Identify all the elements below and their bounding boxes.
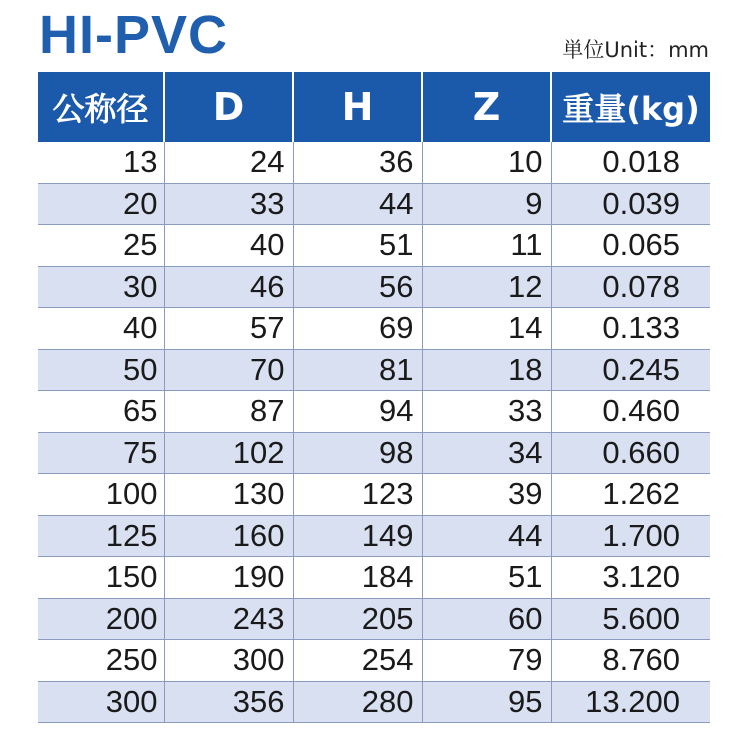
unit-label: 単位Unit：mm — [562, 38, 709, 62]
table-row — [38, 308, 710, 350]
page-title: HI-PVC — [39, 5, 229, 65]
cell-h: 44 — [293, 183, 422, 225]
cell-nominal-size: 125 — [38, 515, 164, 557]
table-row — [38, 557, 710, 599]
cell-nominal-size: 300 — [38, 681, 164, 723]
cell-d: 87 — [164, 391, 293, 433]
cell-nominal-size: 25 — [38, 225, 164, 267]
cell-weight: 3.120 — [551, 557, 710, 599]
header-weight: 重量(kg) — [551, 72, 710, 142]
table-row — [38, 349, 710, 391]
cell-h: 56 — [293, 266, 422, 308]
cell-weight: 1.262 — [551, 474, 710, 516]
table-row — [38, 225, 710, 267]
cell-weight: 0.245 — [551, 349, 710, 391]
cell-h: 51 — [293, 225, 422, 267]
cell-weight: 0.039 — [551, 183, 710, 225]
cell-weight: 0.660 — [551, 432, 710, 474]
cell-nominal-size: 50 — [38, 349, 164, 391]
cell-z: 18 — [422, 349, 551, 391]
cell-weight: 0.133 — [551, 308, 710, 350]
cell-weight: 8.760 — [551, 640, 710, 682]
cell-h: 149 — [293, 515, 422, 557]
cell-h: 36 — [293, 142, 422, 183]
table-row — [38, 598, 710, 640]
cell-d: 243 — [164, 598, 293, 640]
cell-z: 95 — [422, 681, 551, 723]
cell-weight: 0.018 — [551, 142, 710, 183]
header-row — [38, 72, 710, 142]
cell-z: 51 — [422, 557, 551, 599]
cell-h: 205 — [293, 598, 422, 640]
table-row — [38, 183, 710, 225]
cell-z: 33 — [422, 391, 551, 433]
cell-nominal-size: 200 — [38, 598, 164, 640]
cell-nominal-size: 65 — [38, 391, 164, 433]
cell-d: 102 — [164, 432, 293, 474]
cell-h: 184 — [293, 557, 422, 599]
table-row — [38, 681, 710, 723]
table-row — [38, 640, 710, 682]
cell-h: 254 — [293, 640, 422, 682]
cell-z: 10 — [422, 142, 551, 183]
cell-h: 81 — [293, 349, 422, 391]
cell-h: 94 — [293, 391, 422, 433]
cell-z: 44 — [422, 515, 551, 557]
cell-h: 123 — [293, 474, 422, 516]
cell-weight: 5.600 — [551, 598, 710, 640]
header-z: Z — [422, 72, 551, 142]
table-row — [38, 391, 710, 433]
cell-weight: 1.700 — [551, 515, 710, 557]
cell-d: 40 — [164, 225, 293, 267]
cell-d: 57 — [164, 308, 293, 350]
cell-h: 98 — [293, 432, 422, 474]
header-d: D — [164, 72, 293, 142]
header-h: H — [293, 72, 422, 142]
cell-d: 33 — [164, 183, 293, 225]
cell-z: 60 — [422, 598, 551, 640]
table-row — [38, 432, 710, 474]
cell-d: 24 — [164, 142, 293, 183]
cell-weight: 0.078 — [551, 266, 710, 308]
header-nominal-size: 公称径 — [38, 72, 164, 142]
cell-weight: 0.065 — [551, 225, 710, 267]
cell-nominal-size: 75 — [38, 432, 164, 474]
cell-nominal-size: 100 — [38, 474, 164, 516]
cell-nominal-size: 30 — [38, 266, 164, 308]
cell-z: 79 — [422, 640, 551, 682]
cell-d: 70 — [164, 349, 293, 391]
cell-d: 160 — [164, 515, 293, 557]
cell-z: 9 — [422, 183, 551, 225]
cell-weight: 13.200 — [551, 681, 710, 723]
cell-nominal-size: 150 — [38, 557, 164, 599]
cell-nominal-size: 40 — [38, 308, 164, 350]
cell-z: 39 — [422, 474, 551, 516]
cell-d: 190 — [164, 557, 293, 599]
spec-table-body — [38, 142, 710, 723]
cell-d: 46 — [164, 266, 293, 308]
spec-table — [38, 72, 710, 723]
cell-h: 280 — [293, 681, 422, 723]
cell-z: 34 — [422, 432, 551, 474]
cell-d: 356 — [164, 681, 293, 723]
cell-z: 12 — [422, 266, 551, 308]
cell-d: 130 — [164, 474, 293, 516]
cell-h: 69 — [293, 308, 422, 350]
table-row — [38, 266, 710, 308]
table-row — [38, 142, 710, 183]
spec-table-header — [38, 72, 710, 142]
cell-nominal-size: 250 — [38, 640, 164, 682]
cell-nominal-size: 20 — [38, 183, 164, 225]
cell-z: 14 — [422, 308, 551, 350]
table-row — [38, 515, 710, 557]
cell-d: 300 — [164, 640, 293, 682]
cell-z: 11 — [422, 225, 551, 267]
cell-nominal-size: 13 — [38, 142, 164, 183]
cell-weight: 0.460 — [551, 391, 710, 433]
table-row — [38, 474, 710, 516]
